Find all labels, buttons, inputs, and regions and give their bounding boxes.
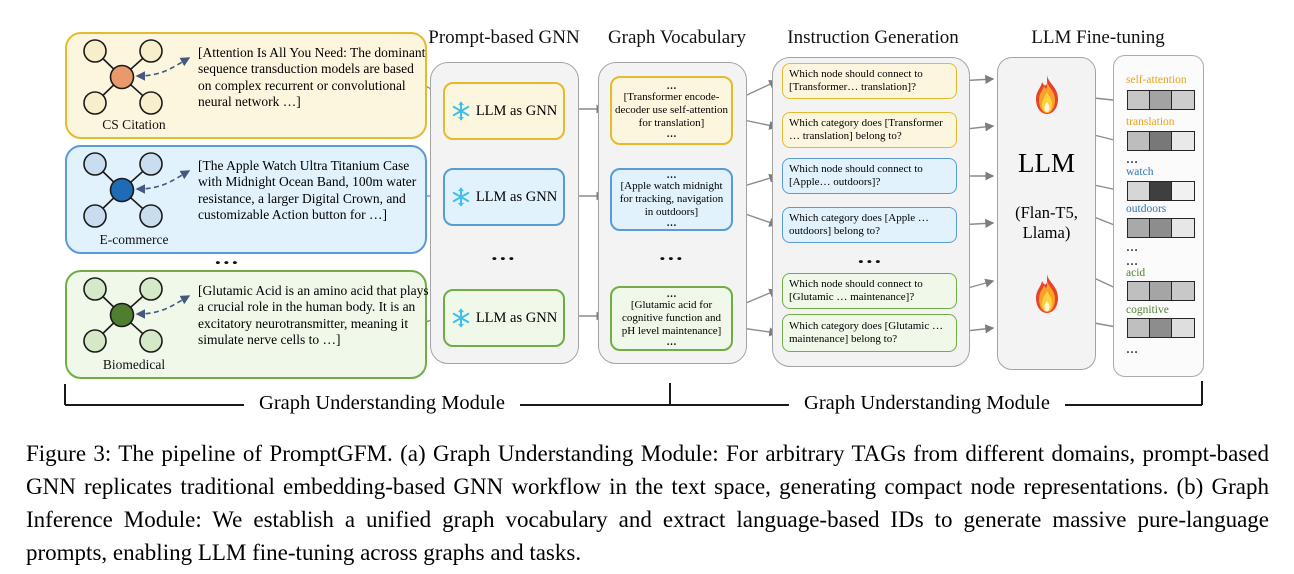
embedding-cell bbox=[1171, 181, 1195, 201]
snowflake-icon bbox=[451, 308, 471, 328]
snowflake-icon bbox=[451, 187, 471, 207]
vocab-text: [Glutamic acid for cognitive function and pH level maintenance] bbox=[621, 299, 722, 337]
embedding-cell bbox=[1149, 131, 1173, 151]
figure-caption: Figure 3: The pipeline of PromptGFM. (a) Graph Understanding Module: For arbitrary TAGs from different domains, prompt-based GNN replicates traditional embedding-based GNN workflow in the text space, generating compact node representations. (b) Graph Inference Module: We establish a unified graph vocabulary and extract language-based IDs to generate massive pure-language prompts, enabling LLM fine-tuning across graphs and tasks. bbox=[26, 441, 1269, 565]
embedding-cell bbox=[1149, 90, 1173, 110]
embedding-cell bbox=[1127, 318, 1151, 338]
embedding-cell bbox=[1171, 90, 1195, 110]
vocab-text: [Transformer encode-decoder use self-attention for translation] bbox=[615, 91, 729, 129]
embedding-cell bbox=[1127, 281, 1151, 301]
token-ellipsis: … bbox=[1126, 254, 1139, 268]
gnn-ellipsis: … bbox=[490, 244, 517, 264]
domain-description: [The Apple Watch Ultra Titanium Case with Midnight Ocean Band, 100m water resistance, a larger Digital Crown, and customizable Action button for …] bbox=[198, 158, 417, 223]
token-label: translation bbox=[1126, 116, 1175, 128]
instruction-ellipsis: … bbox=[856, 247, 884, 267]
embedding-cell bbox=[1149, 281, 1173, 301]
embedding-cell bbox=[1149, 318, 1173, 338]
vocab-ellipsis-top: … bbox=[666, 170, 677, 181]
token-label: acid bbox=[1126, 267, 1146, 279]
header-llm-fine-tuning: LLM Fine-tuning bbox=[1031, 27, 1165, 48]
module-label-inference: Graph Understanding Module bbox=[789, 392, 1065, 415]
domain-box-cs-citation bbox=[65, 32, 427, 139]
header-prompt-based-gnn: Prompt-based GNN bbox=[428, 27, 580, 48]
graph-icon bbox=[75, 39, 200, 117]
domain-label: E-commerce bbox=[99, 232, 169, 247]
token-embedding-bar bbox=[1127, 181, 1195, 201]
header-instruction-generation: Instruction Generation bbox=[787, 27, 959, 48]
token-embedding-bar bbox=[1127, 318, 1195, 338]
gnn-box-biomedical bbox=[443, 289, 565, 347]
vocab-ellipsis-bottom: … bbox=[666, 129, 677, 140]
question-node-ecommerce bbox=[782, 158, 957, 194]
module-label-understanding: Graph Understanding Module bbox=[244, 392, 520, 415]
token-ellipsis: … bbox=[1126, 240, 1139, 254]
embedding-cell bbox=[1171, 318, 1195, 338]
vocab-box-e-commerce bbox=[610, 168, 733, 231]
embedding-cell bbox=[1127, 131, 1151, 151]
vocab-box-cs-citation bbox=[610, 76, 733, 145]
llm-subtitle: (Flan-T5, Llama) bbox=[1015, 203, 1078, 242]
domain-label: Biomedical bbox=[102, 357, 166, 372]
vocab-ellipsis-top: … bbox=[666, 289, 677, 300]
token-ellipsis: … bbox=[1126, 342, 1139, 356]
domain-description: [Attention Is All You Need: The dominant sequence transduction models are based on complex recurrent or convolutional neural network …] bbox=[198, 45, 426, 110]
question-text: Which category does [Transformer … translation] belong to? bbox=[789, 117, 943, 142]
token-embedding-bar bbox=[1127, 218, 1195, 238]
question-text: Which category does [Apple … outdoors] belong to? bbox=[789, 212, 929, 237]
question-text: Which category does [Glutamic … maintenance] belong to? bbox=[789, 320, 943, 345]
flame-icon bbox=[1028, 273, 1066, 315]
embedding-cell bbox=[1171, 131, 1195, 151]
graph-icon bbox=[75, 277, 200, 355]
domain-box-e-commerce bbox=[65, 145, 427, 254]
embedding-cell bbox=[1149, 218, 1173, 238]
gnn-box-label: LLM as GNN bbox=[475, 102, 558, 119]
domain-description: [Glutamic Acid is an amino acid that plays a crucial role in the human body. It is an excitatory neurotransmitter, meaning it simulate nerve cells to …] bbox=[198, 283, 429, 348]
question-text: Which node should connect to [Glutamic … maintenance]? bbox=[789, 278, 923, 303]
token-embedding-bar bbox=[1127, 281, 1195, 301]
llm-title: LLM bbox=[1018, 148, 1075, 178]
question-category-cs bbox=[782, 112, 957, 148]
token-label: watch bbox=[1126, 166, 1154, 178]
vocab-ellipsis-top: … bbox=[666, 81, 677, 92]
embedding-cell bbox=[1149, 181, 1173, 201]
question-category-biomedical bbox=[782, 314, 957, 352]
graph-icon bbox=[75, 152, 200, 230]
token-embedding-container bbox=[1113, 55, 1204, 377]
domain-box-biomedical bbox=[65, 270, 427, 379]
gnn-box-label: LLM as GNN bbox=[475, 309, 558, 326]
vocab-ellipsis-bottom: … bbox=[666, 218, 677, 229]
vocab-box-biomedical bbox=[610, 286, 733, 351]
question-node-cs bbox=[782, 63, 957, 99]
question-text: Which node should connect to [Transformer… translation]? bbox=[789, 68, 923, 93]
embedding-cell bbox=[1127, 218, 1151, 238]
gnn-box-e-commerce bbox=[443, 168, 565, 226]
domain-label: CS Citation bbox=[102, 117, 166, 132]
flame-icon bbox=[1028, 74, 1066, 116]
vocab-text: [Apple watch midnight for tracking, navigation in outdoors] bbox=[619, 180, 724, 218]
domains-ellipsis: … bbox=[213, 248, 241, 268]
embedding-cell bbox=[1171, 218, 1195, 238]
question-node-biomedical bbox=[782, 273, 957, 309]
embedding-cell bbox=[1171, 281, 1195, 301]
token-ellipsis: … bbox=[1126, 152, 1139, 166]
token-label: outdoors bbox=[1126, 203, 1167, 215]
vocab-ellipsis: … bbox=[658, 244, 685, 264]
question-text: Which node should connect to [Apple… outdoors]? bbox=[789, 163, 923, 188]
token-embedding-bar bbox=[1127, 131, 1195, 151]
embedding-cell bbox=[1127, 181, 1151, 201]
question-category-ecommerce bbox=[782, 207, 957, 243]
snowflake-icon bbox=[451, 101, 471, 121]
token-embedding-bar bbox=[1127, 90, 1195, 110]
gnn-box-label: LLM as GNN bbox=[475, 188, 558, 205]
vocab-ellipsis-bottom: … bbox=[666, 337, 677, 348]
embedding-cell bbox=[1127, 90, 1151, 110]
token-label: self-attention bbox=[1126, 74, 1187, 86]
gnn-box-cs-citation bbox=[443, 82, 565, 140]
header-graph-vocabulary: Graph Vocabulary bbox=[607, 27, 747, 48]
llm-container bbox=[997, 57, 1096, 370]
token-label: cognitive bbox=[1126, 304, 1169, 316]
